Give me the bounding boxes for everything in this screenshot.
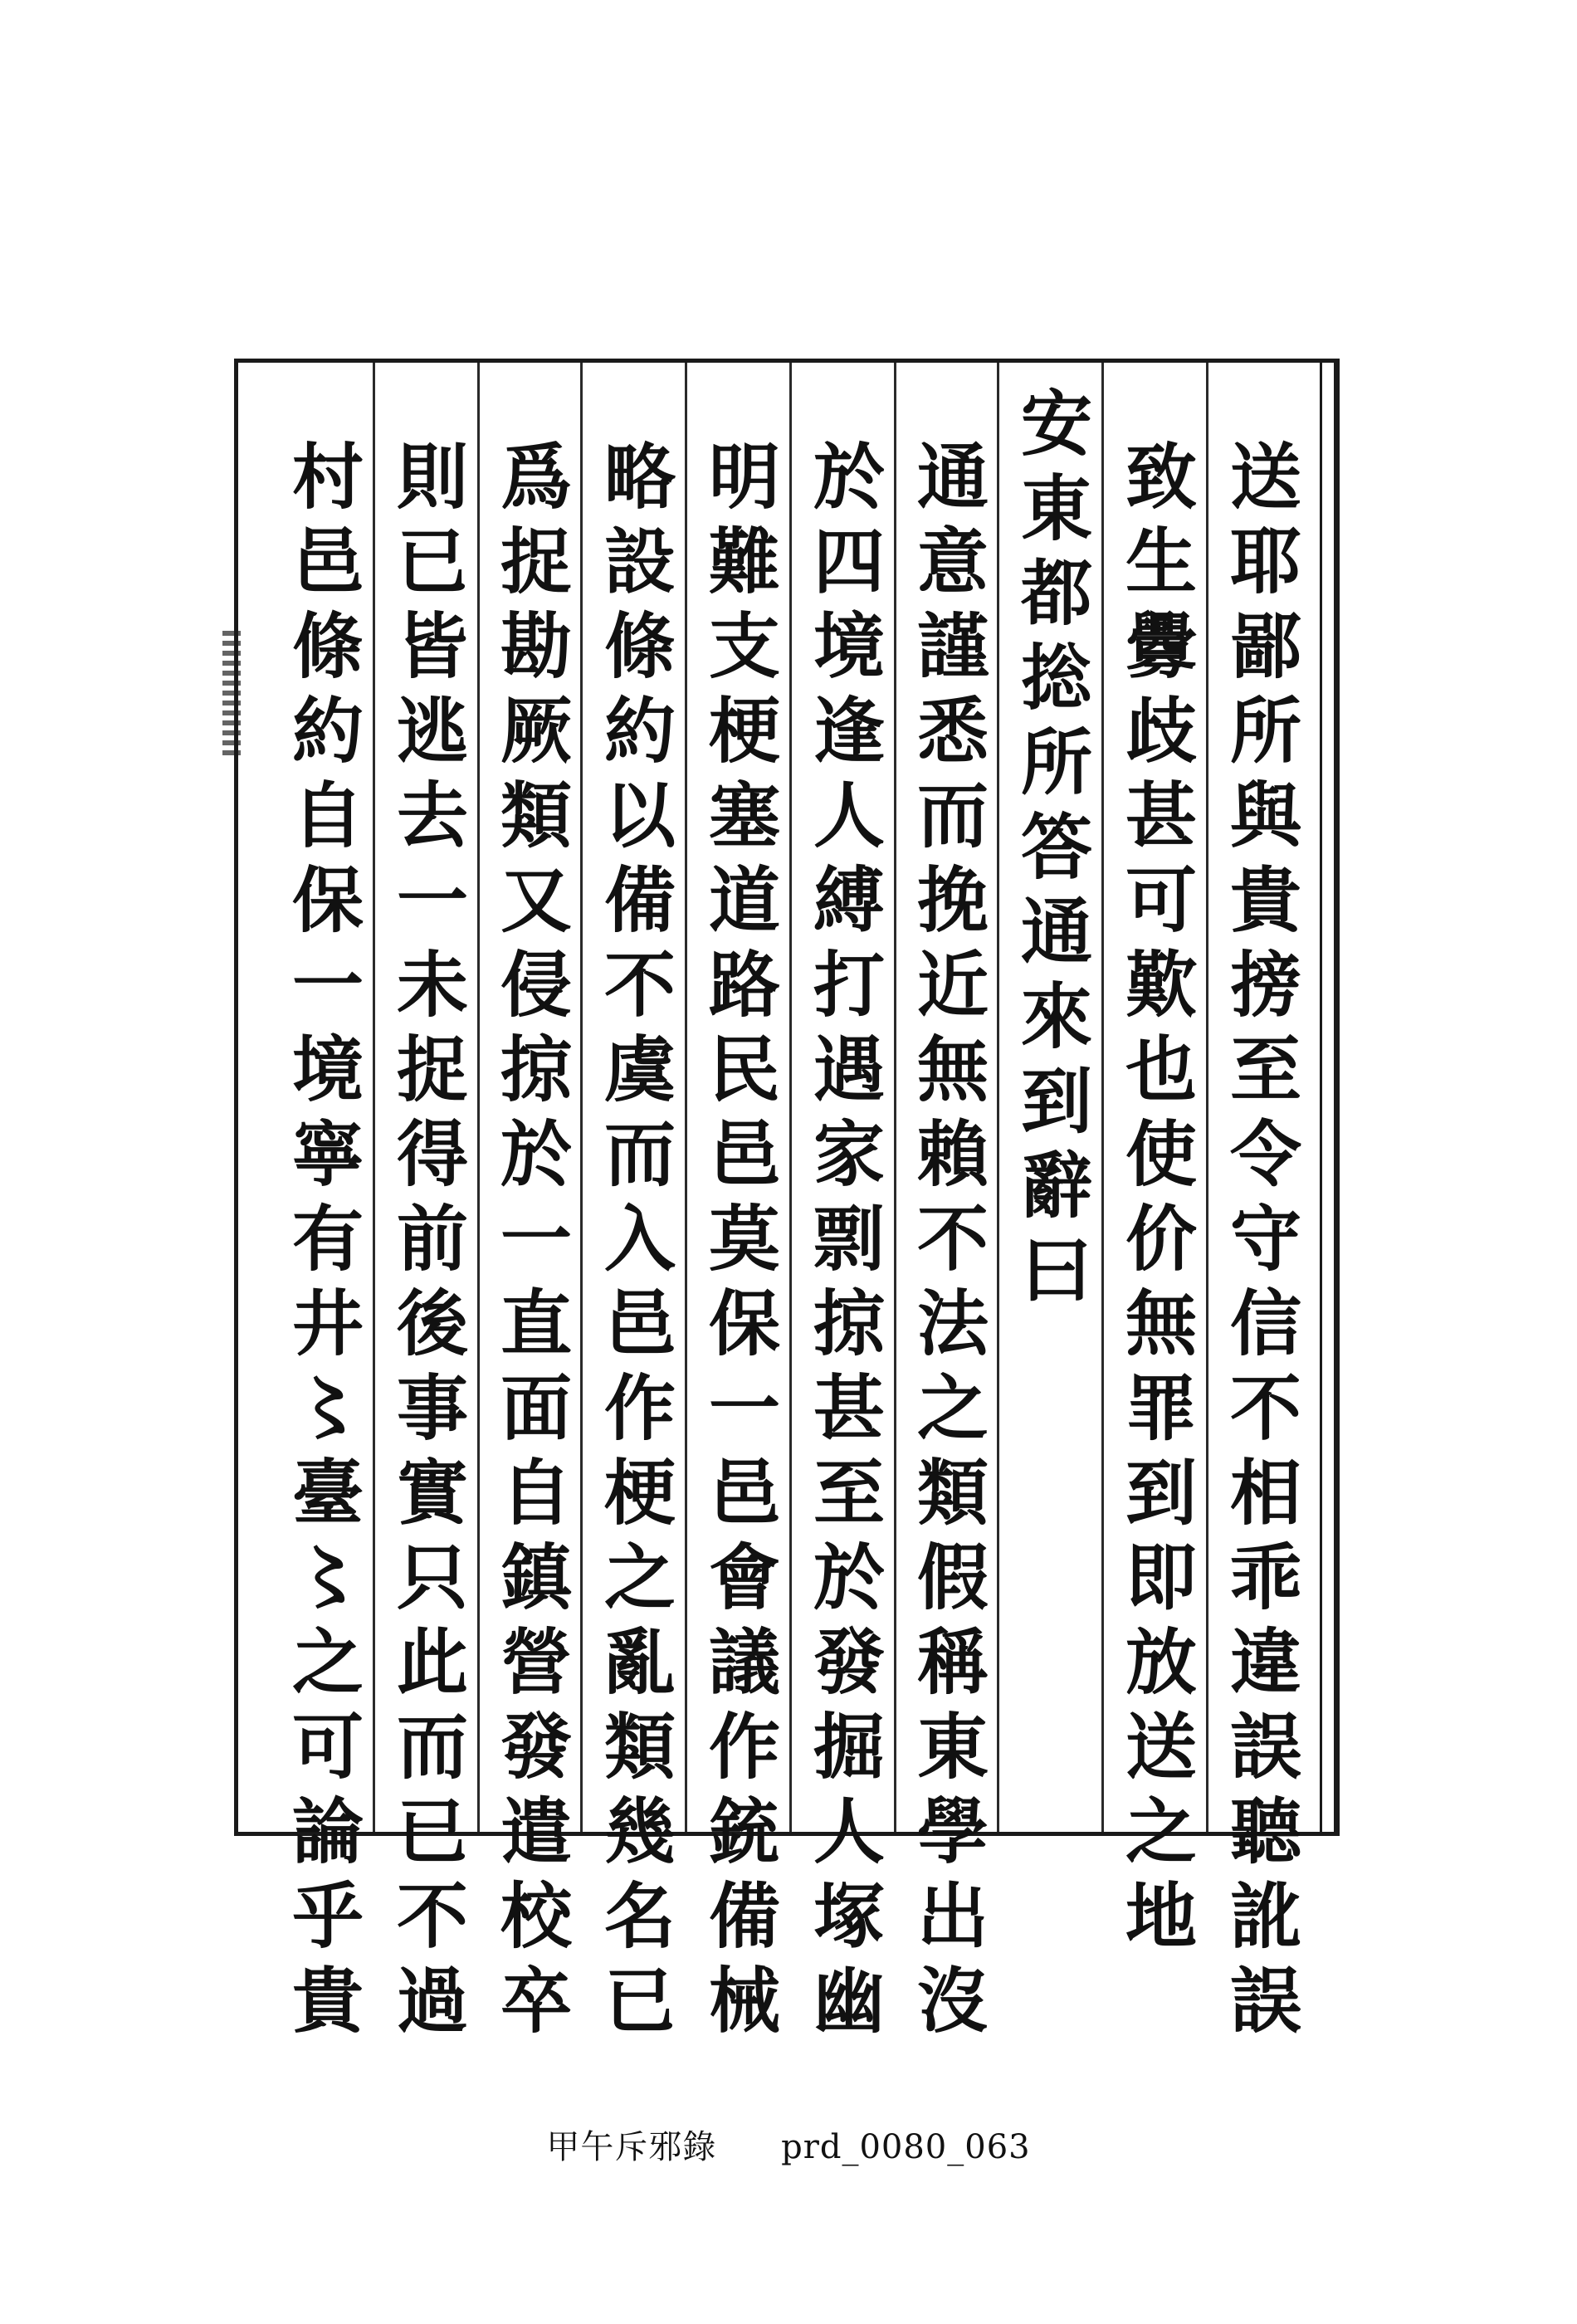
text-column-4 [895,363,998,2048]
text-column-7 [582,363,685,2048]
book-title: 甲午斥邪錄 [546,2128,717,2166]
page-caption [0,2121,1577,2168]
woodblock-frame [234,359,1340,2048]
text-column-2 [1103,363,1206,1963]
text-column-3-heading [998,363,1101,1832]
column-text: 致生釁歧甚可歎也使价無罪到即放送之地 [1113,439,1197,1963]
column-text: 爲捉勘厥類又侵掠於一直面自鎮營發遣校卒 [488,439,572,2048]
column-text: 則已皆逃去一未捉得前後事實只此而已不過 [384,439,468,2048]
text-column-10 [270,363,373,2048]
page-code: prd_0080_063 [781,2128,1031,2166]
text-columns [238,363,1334,2048]
text-column-1 [1208,363,1311,2048]
column-text: 明難支梗塞道路民邑莫保一邑會議作銃備械 [696,439,780,2048]
text-column-8 [478,363,581,2048]
column-text: 略設條約以備不虞而入邑作梗之亂類幾名已 [592,439,676,2048]
column-heading-text: 安東都捴所答通來到辭曰 [1008,386,1092,1317]
text-column-6 [686,363,789,2048]
text-column-5 [791,363,894,2048]
column-text: 送耶鄙所與貴搒至令守信不相乖違誤聽訛誤 [1218,439,1301,2048]
column-text: 通意謹悉而挽近無賴不法之類假稱東學出沒 [905,439,989,2048]
column-text: 於四境逢人縛打遇家剽掠甚至於發掘人塚幽 [801,439,885,2048]
column-text: 村邑條約自保一境寧有井〻臺〻之可論乎貴 [280,439,364,2048]
text-column-9 [374,363,477,2048]
